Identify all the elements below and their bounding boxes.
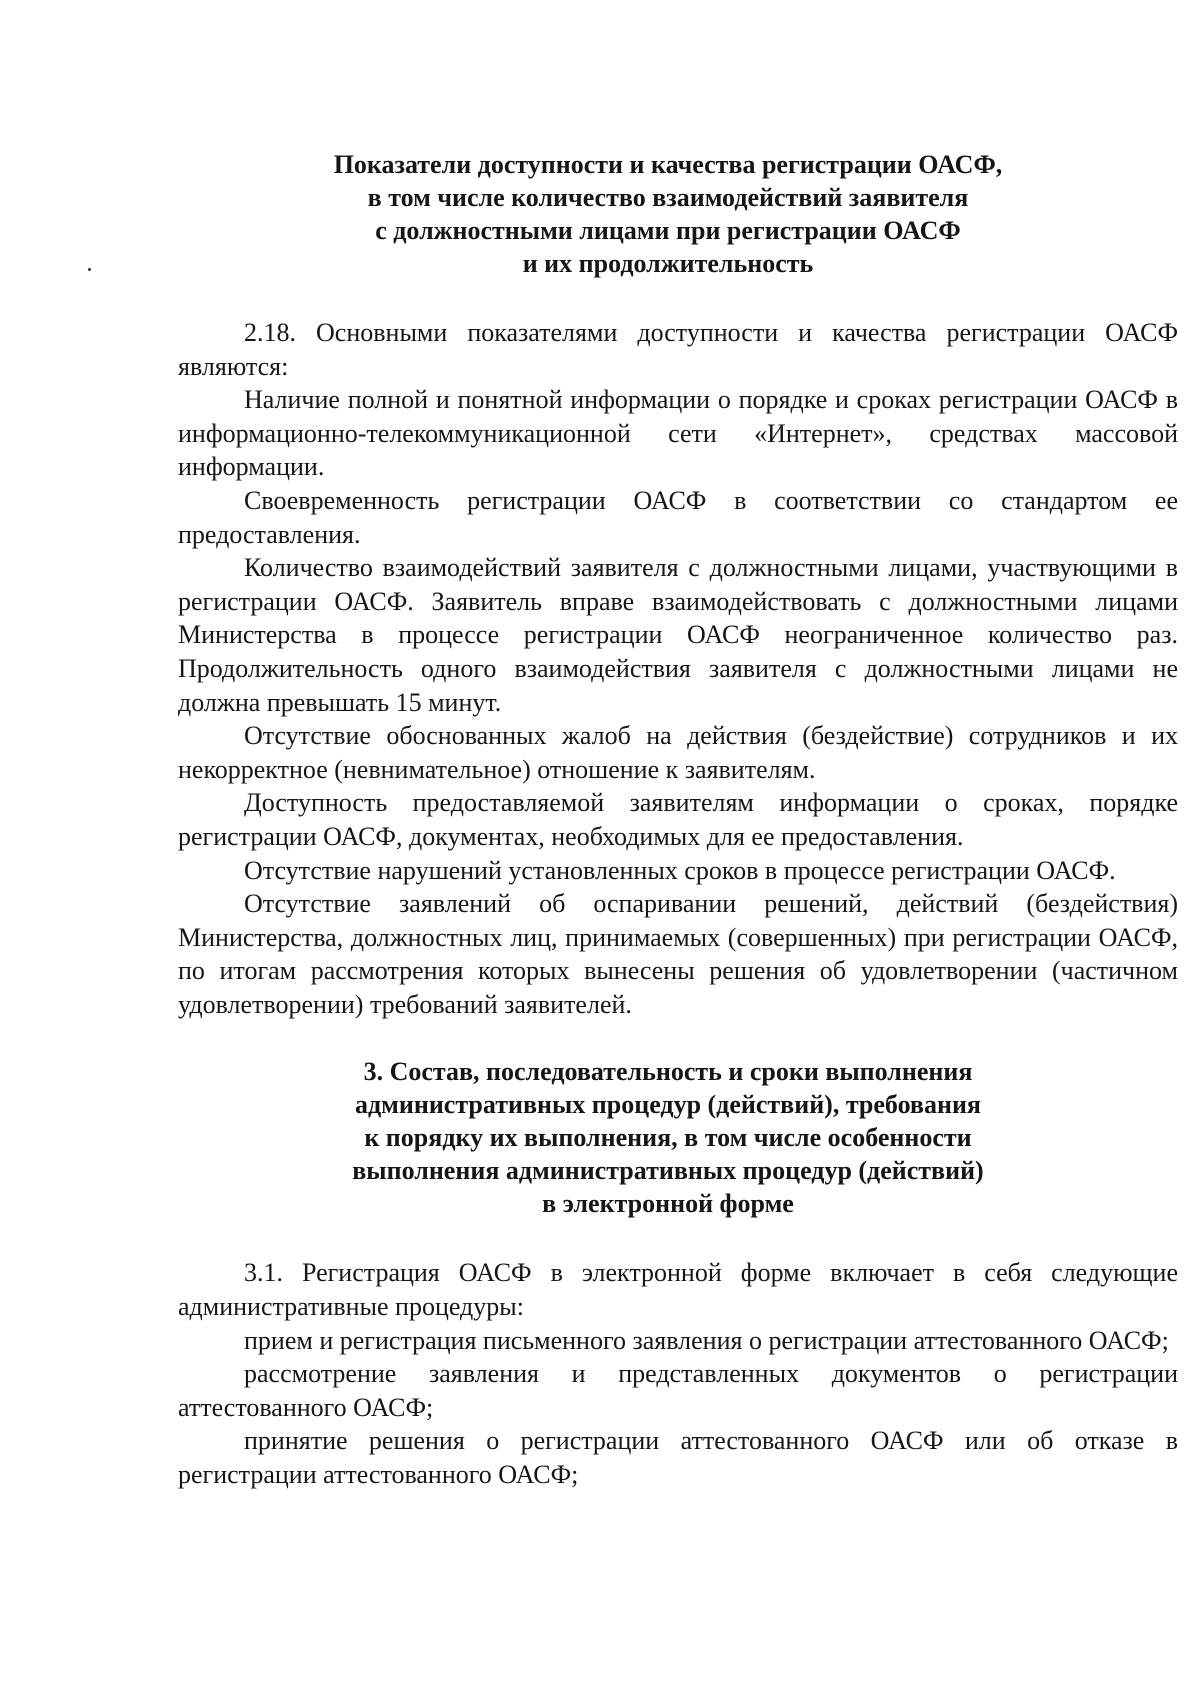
heading-line: с должностными лицами при регистрации ОАСФ (375, 216, 961, 245)
paragraph: 2.18. Основными показателями доступности и качества регистрации ОАСФ являются: (178, 318, 1178, 381)
section-2-18 (178, 316, 1178, 1021)
section-heading-procedures (178, 1055, 1178, 1220)
paragraph: Своевременность регистрации ОАСФ в соответствии со стандартом ее предоставления. (178, 485, 1178, 549)
paragraph: Доступность предоставляемой заявителям информации о сроках, порядке регистрации ОАСФ, документах, необходимых для ее предоставления. (178, 788, 1178, 851)
heading-line: административных процедур (действий), требования (355, 1090, 981, 1120)
paragraph: Количество взаимодействий заявителя с должностными лицами, участвующими в регистрации ОАСФ. Заявитель вправе взаимодействовать с должностными лицами Министерства в процессе регистрации ОАСФ неограниченное количество раз. Продолжительность одного взаимодействия заявителя с должностными лицами не должна превышать 15 минут. (178, 553, 1178, 717)
heading-line: Показатели доступности и качества регистрации ОАСФ, (333, 150, 1003, 179)
paragraph: Наличие полной и понятной информации о порядке и сроках регистрации ОАСФ в информационно-телекоммуникационной сети «Интернет», средствах массовой информации. (178, 385, 1178, 482)
heading-line: и их продолжительность (522, 249, 814, 278)
section-3-1 (178, 1256, 1178, 1491)
paragraph: прием и регистрация письменного заявления о регистрации аттестованного ОАСФ; (244, 1325, 1169, 1355)
paragraph: принятие решения о регистрации аттестованного ОАСФ или об отказе в регистрации аттестованного ОАСФ; (178, 1426, 1178, 1490)
paragraph: Отсутствие заявлений об оспаривании решений, действий (бездействия) Министерства, должностных лиц, принимаемых (совершенных) при регистрации ОАСФ, по итогам рассмотрения которых вынесены решения об удовлетворении (частичном удовлетворении) требований заявителей. (178, 889, 1178, 1019)
scan-speck (88, 268, 91, 271)
heading-line: в электронной форме (542, 1189, 794, 1219)
document-body (178, 148, 1178, 1492)
heading-line: к порядку их выполнения, в том числе особенности (364, 1123, 972, 1153)
paragraph: рассмотрение заявления и представленных документов о регистрации аттестованного ОАСФ; (178, 1359, 1178, 1422)
heading-line: в том числе количество взаимодействий заявителя (367, 183, 969, 212)
paragraph: Отсутствие нарушений установленных сроков в процессе регистрации ОАСФ. (244, 855, 1116, 885)
heading-line: выполнения административных процедур (действий) (352, 1156, 984, 1186)
section-heading-indicators (178, 148, 1178, 280)
paragraph: 3.1. Регистрация ОАСФ в электронной форме включает в себя следующие административные процедуры: (178, 1258, 1178, 1322)
paragraph: Отсутствие обоснованных жалоб на действия (бездействие) сотрудников и их некорректное (невнимательное) отношение к заявителям. (178, 721, 1178, 784)
heading-line: 3. Состав, последовательность и сроки выполнения (363, 1057, 973, 1087)
